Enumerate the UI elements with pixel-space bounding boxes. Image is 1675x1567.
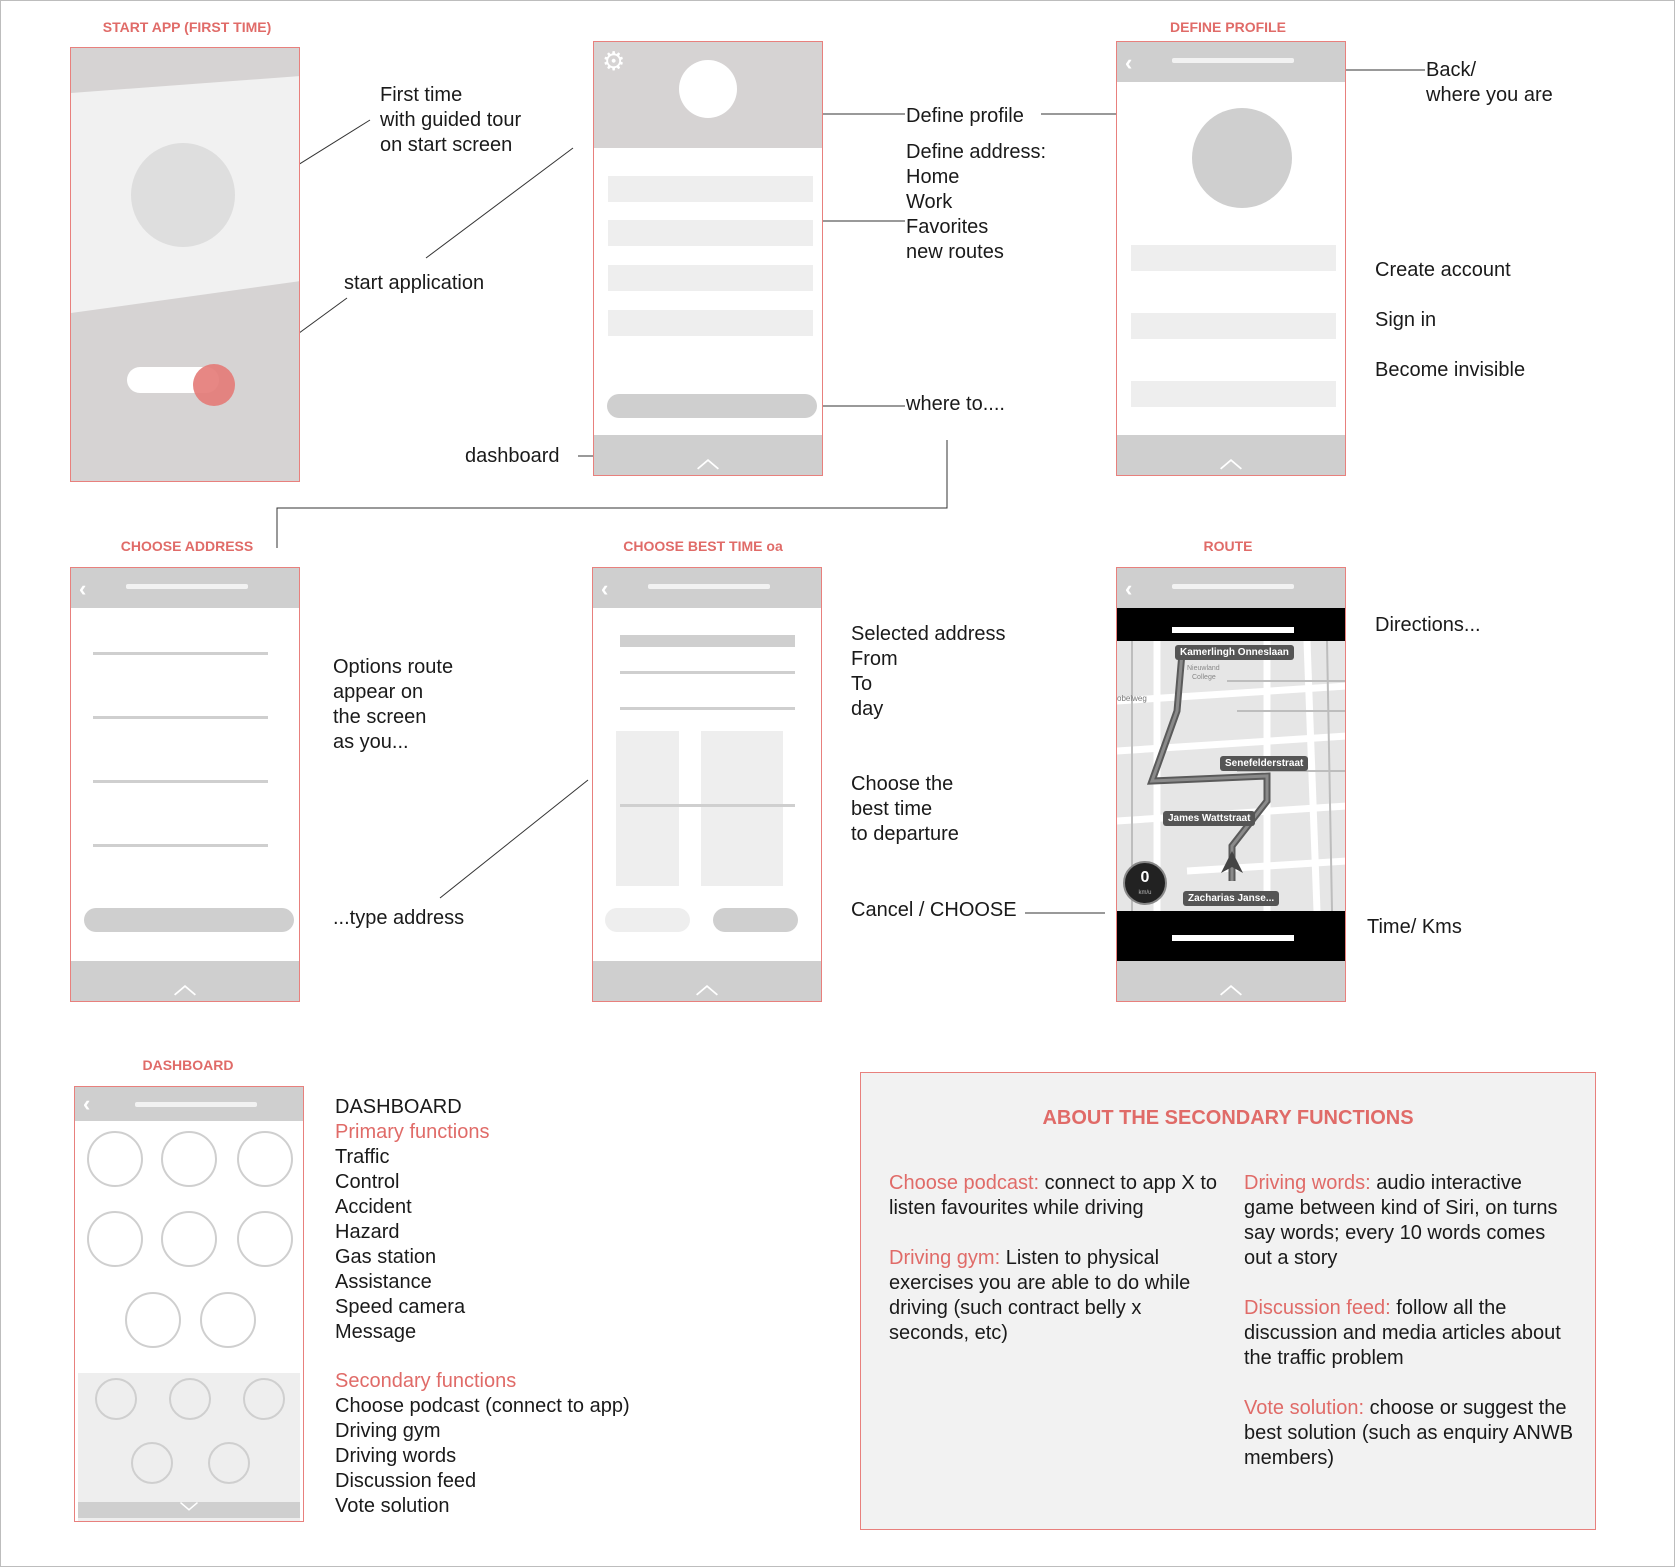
header-title-bar xyxy=(1172,58,1294,63)
connector-start-to-profile xyxy=(426,148,573,258)
note-become-invisible: Become invisible xyxy=(1375,359,1526,381)
primary-function-button[interactable] xyxy=(87,1131,143,1187)
legend-item: Gas station xyxy=(335,1246,437,1268)
header-title-bar xyxy=(648,584,770,589)
legend-item: Traffic xyxy=(335,1146,390,1168)
map-minor-label: College xyxy=(1192,674,1216,681)
note-start-application: start application xyxy=(344,272,485,294)
note-time-kms: Time/ Kms xyxy=(1367,916,1462,938)
route-option-line[interactable] xyxy=(93,780,268,783)
route-option-line[interactable] xyxy=(93,716,268,719)
primary-function-button[interactable] xyxy=(237,1131,293,1187)
where-to-button[interactable] xyxy=(607,394,817,418)
route-header xyxy=(1117,568,1345,608)
best-time-header xyxy=(593,568,821,608)
best-time-footer xyxy=(593,961,821,1001)
legend-item: Driving words xyxy=(335,1445,457,1467)
phone-route xyxy=(1116,567,1346,1002)
profile-avatar[interactable] xyxy=(679,60,737,118)
note-directions: Directions... xyxy=(1375,614,1481,636)
legend-item: Assistance xyxy=(335,1271,432,1293)
time-kms-text-bar xyxy=(1172,935,1294,941)
start-slider-knob[interactable] xyxy=(193,364,235,406)
directions-text-bar xyxy=(1172,627,1294,633)
back-icon[interactable]: ‹ xyxy=(83,1091,91,1116)
home-field-2[interactable] xyxy=(608,220,813,246)
secondary-function-button[interactable] xyxy=(208,1442,250,1484)
speed-value: 0 xyxy=(1140,869,1150,886)
route-option-line[interactable] xyxy=(93,652,268,655)
street-label: James Wattstraat xyxy=(1163,811,1255,826)
home-field-4[interactable] xyxy=(608,310,813,336)
secondary-function-button[interactable] xyxy=(95,1378,137,1420)
time-kms-bar xyxy=(1117,911,1345,963)
cancel-button[interactable] xyxy=(605,908,690,932)
secondary-function-button[interactable] xyxy=(131,1442,173,1484)
speed-unit: km/u xyxy=(1138,890,1152,896)
route-footer xyxy=(1117,961,1345,1001)
street-label: Zacharias Janse... xyxy=(1183,891,1279,906)
time-selection-line[interactable] xyxy=(620,804,795,807)
legend-item: Vote solution xyxy=(335,1495,450,1517)
selected-address-bar xyxy=(620,635,795,647)
street-label: Kamerlingh Onneslaan xyxy=(1175,645,1294,660)
gear-icon[interactable]: ⚙ xyxy=(602,46,626,76)
start-app-diagonal-panel xyxy=(71,48,300,482)
legend-item: Discussion feed xyxy=(335,1470,477,1492)
primary-function-button[interactable] xyxy=(161,1211,217,1267)
about-title: ABOUT THE SECONDARY FUNCTIONS xyxy=(1042,1107,1414,1129)
start-app-avatar-placeholder xyxy=(131,143,235,247)
title-dashboard: DASHBOARD xyxy=(142,1057,234,1073)
legend-item: Control xyxy=(335,1171,400,1193)
about-item: Driving gym: Listen to physical exercises you are able to do while driving (such contract belly x seconds, etc) xyxy=(889,1247,1191,1344)
secondary-function-button[interactable] xyxy=(243,1378,285,1420)
legend-item: Message xyxy=(335,1321,417,1343)
about-item: Vote solution: choose or suggest the best solution (such as enquiry ANWB members) xyxy=(1244,1397,1574,1469)
invisible-field[interactable] xyxy=(1131,381,1336,407)
back-icon[interactable]: ‹ xyxy=(79,576,87,601)
note-create-account: Create account xyxy=(1375,259,1511,281)
header-title-bar xyxy=(1172,584,1294,589)
phone-define-profile xyxy=(1116,41,1346,476)
note-where-to: where to.... xyxy=(906,393,1005,415)
title-define-profile: DEFINE PROFILE xyxy=(1170,19,1286,35)
title-choose-address: CHOOSE ADDRESS xyxy=(120,538,254,554)
chevron-up-icon[interactable]: ︿ xyxy=(696,447,720,472)
legend-item: Speed camera xyxy=(335,1296,466,1318)
sign-in-field[interactable] xyxy=(1131,313,1336,339)
chevron-up-icon[interactable]: ︿ xyxy=(1219,447,1243,472)
primary-function-button[interactable] xyxy=(125,1292,181,1348)
legend-item: Choose podcast (connect to app) xyxy=(335,1395,630,1417)
speedometer xyxy=(1123,861,1167,905)
dashboard-header xyxy=(75,1087,303,1121)
about-left-column xyxy=(889,1171,1219,1371)
phone-start-app xyxy=(70,47,300,482)
about-right-column xyxy=(1244,1171,1574,1496)
note-dashboard: dashboard xyxy=(465,445,560,467)
note-options-route: Options route appear on the screen as you... xyxy=(333,656,454,753)
chevron-down-icon[interactable]: ﹀ xyxy=(180,1502,198,1522)
create-account-field[interactable] xyxy=(1131,245,1336,271)
home-field-3[interactable] xyxy=(608,265,813,291)
about-item: Discussion feed: follow all the discussion and media articles about the traffic problem xyxy=(1244,1297,1561,1369)
street-label: Senefelderstraat xyxy=(1220,756,1308,771)
legend-primary-heading: Primary functions xyxy=(335,1121,490,1143)
time-column-right[interactable] xyxy=(701,731,783,886)
note-type-address: ...type address xyxy=(333,907,465,929)
home-footer xyxy=(594,435,822,475)
header-title-bar xyxy=(135,1102,257,1107)
connector-type-address xyxy=(440,780,588,898)
time-column-left[interactable] xyxy=(616,731,679,886)
choose-button[interactable] xyxy=(713,908,798,932)
phone-best-time xyxy=(592,567,822,1002)
phone-home xyxy=(593,41,823,476)
back-icon[interactable]: ‹ xyxy=(1125,50,1133,75)
profile-photo[interactable] xyxy=(1192,108,1292,208)
chevron-up-icon[interactable]: ︿ xyxy=(1219,973,1243,998)
chevron-up-icon[interactable]: ︿ xyxy=(695,973,719,998)
primary-function-button[interactable] xyxy=(161,1131,217,1187)
about-secondary-functions xyxy=(860,1072,1596,1530)
secondary-function-button[interactable] xyxy=(169,1378,211,1420)
chevron-up-icon[interactable]: ︿ xyxy=(173,973,197,998)
title-route: ROUTE xyxy=(1203,538,1253,554)
note-choose-best-time: Choose the best time to departure xyxy=(851,773,959,845)
phone-choose-address xyxy=(70,567,300,1002)
legend-item: Hazard xyxy=(335,1221,400,1243)
to-line xyxy=(620,707,795,710)
legend-item: Driving gym xyxy=(335,1420,441,1442)
choose-address-footer xyxy=(71,961,299,1001)
header-title-bar xyxy=(126,584,248,589)
primary-function-button[interactable] xyxy=(237,1211,293,1267)
legend-heading: DASHBOARD xyxy=(335,1096,462,1118)
note-first-time: First time with guided tour on start screen xyxy=(380,84,522,156)
route-option-line[interactable] xyxy=(93,844,268,847)
legend-item: Accident xyxy=(335,1196,412,1218)
define-profile-footer xyxy=(1117,435,1345,475)
title-start-app: START APP (FIRST TIME) xyxy=(102,19,272,35)
back-icon[interactable]: ‹ xyxy=(1125,576,1133,601)
note-cancel-choose: Cancel / CHOOSE xyxy=(851,899,1017,921)
map-minor-label: obelweg xyxy=(1117,694,1147,703)
note-sign-in: Sign in xyxy=(1375,309,1437,331)
note-define-profile: Define profile xyxy=(906,105,1024,127)
about-item: Driving words: audio interactive game between kind of Siri, on turns say words; every 10 words comes out a story xyxy=(1244,1172,1558,1269)
from-line xyxy=(620,671,795,674)
primary-function-button[interactable] xyxy=(200,1292,256,1348)
address-input[interactable] xyxy=(84,908,294,932)
back-icon[interactable]: ‹ xyxy=(601,576,609,601)
choose-address-header xyxy=(71,568,299,608)
note-define-address: Define address: Home Work Favorites new routes xyxy=(906,141,1047,263)
about-item: Choose podcast: connect to app X to listen favourites while driving xyxy=(889,1172,1218,1219)
note-selected-address: Selected address From To day xyxy=(851,623,1006,720)
define-profile-header xyxy=(1117,42,1345,82)
route-map[interactable] xyxy=(1117,641,1345,911)
legend-secondary-heading: Secondary functions xyxy=(335,1370,517,1392)
phone-dashboard xyxy=(74,1086,304,1522)
directions-bar xyxy=(1117,608,1345,641)
home-field-1[interactable] xyxy=(608,176,813,202)
map-minor-label: Nieuwland xyxy=(1187,665,1220,672)
dashboard-footer xyxy=(78,1502,300,1522)
note-back: Back/ where you are xyxy=(1426,59,1553,106)
title-best-time: CHOOSE BEST TIME oa xyxy=(623,538,783,554)
dashboard-legend xyxy=(335,1095,630,1519)
primary-function-button[interactable] xyxy=(87,1211,143,1267)
